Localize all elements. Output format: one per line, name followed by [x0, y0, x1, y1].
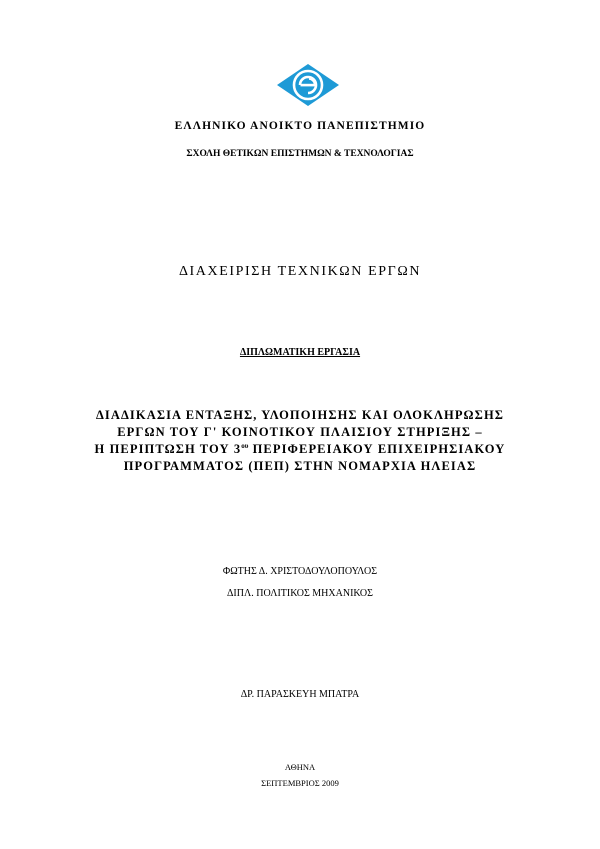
university-name: ΕΛΛΗΝΙΚΟ ΑΝΟΙΚΤΟ ΠΑΝΕΠΙΣΤΗΜΙΟ — [174, 120, 426, 132]
author-title: ΔΙΠΛ. ΠΟΛΙΤΙΚΟΣ ΜΗΧΑΝΙΚΟΣ — [227, 588, 373, 599]
thesis-title-line-1: ΔΙΑΔΙΚΑΣΙΑ ΕΝΤΑΞΗΣ, ΥΛΟΠΟΙΗΣΗΣ ΚΑΙ ΟΛΟΚΛΗΡΩΣΗΣ — [95, 408, 505, 422]
thesis-title-line-3 — [0, 443, 600, 456]
supervisor-name: ΔΡ. ΠΑΡΑΣΚΕΥΗ ΜΠΑΤΡΑ — [240, 689, 360, 700]
school-name: ΣΧΟΛΗ ΘΕΤΙΚΩΝ ΕΠΙΣΤΗΜΩΝ & ΤΕΧΝΟΛΟΓΙΑΣ — [186, 149, 414, 159]
date: ΣΕΠΤΕΜΒΡΙΟΣ 2009 — [261, 778, 339, 788]
author-name: ΦΩΤΗΣ Δ. ΧΡΙΣΤΟΔΟΥΛΟΠΟΥΛΟΣ — [222, 566, 378, 577]
title-ordinal-superscript: ου — [241, 441, 249, 450]
thesis-title-line-4: ΠΡΟΓΡΑΜΜΑΤΟΣ (ΠΕΠ) ΣΤΗΝ ΝΟΜΑΡΧΙΑ ΗΛΕΙΑΣ — [123, 459, 477, 473]
department-name: ΔΙΑΧΕΙΡΙΣΗ ΤΕΧΝΙΚΩΝ ΕΡΓΩΝ — [178, 264, 422, 279]
thesis-title-line-2: ΕΡΓΩΝ ΤΟΥ Γ' ΚΟΙΝΟΤΙΚΟΥ ΠΛΑΙΣΙΟΥ ΣΤΗΡΙΞΗΣ – — [117, 425, 483, 439]
thesis-type: ΔΙΠΛΩΜΑΤΙΚΗ ΕΡΓΑΣΙΑ — [239, 347, 361, 358]
title-line-3-start: Η ΠΕΡΙΠΤΩΣΗ ΤΟΥ 3 — [94, 442, 242, 456]
title-line-3-end: ΠΕΡΙΦΕΡΕΙΑΚΟΥ ΕΠΙΧΕΙΡΗΣΙΑΚΟΥ — [248, 442, 506, 456]
place: ΑΘΗΝΑ — [284, 762, 316, 772]
university-logo-icon — [276, 63, 340, 107]
